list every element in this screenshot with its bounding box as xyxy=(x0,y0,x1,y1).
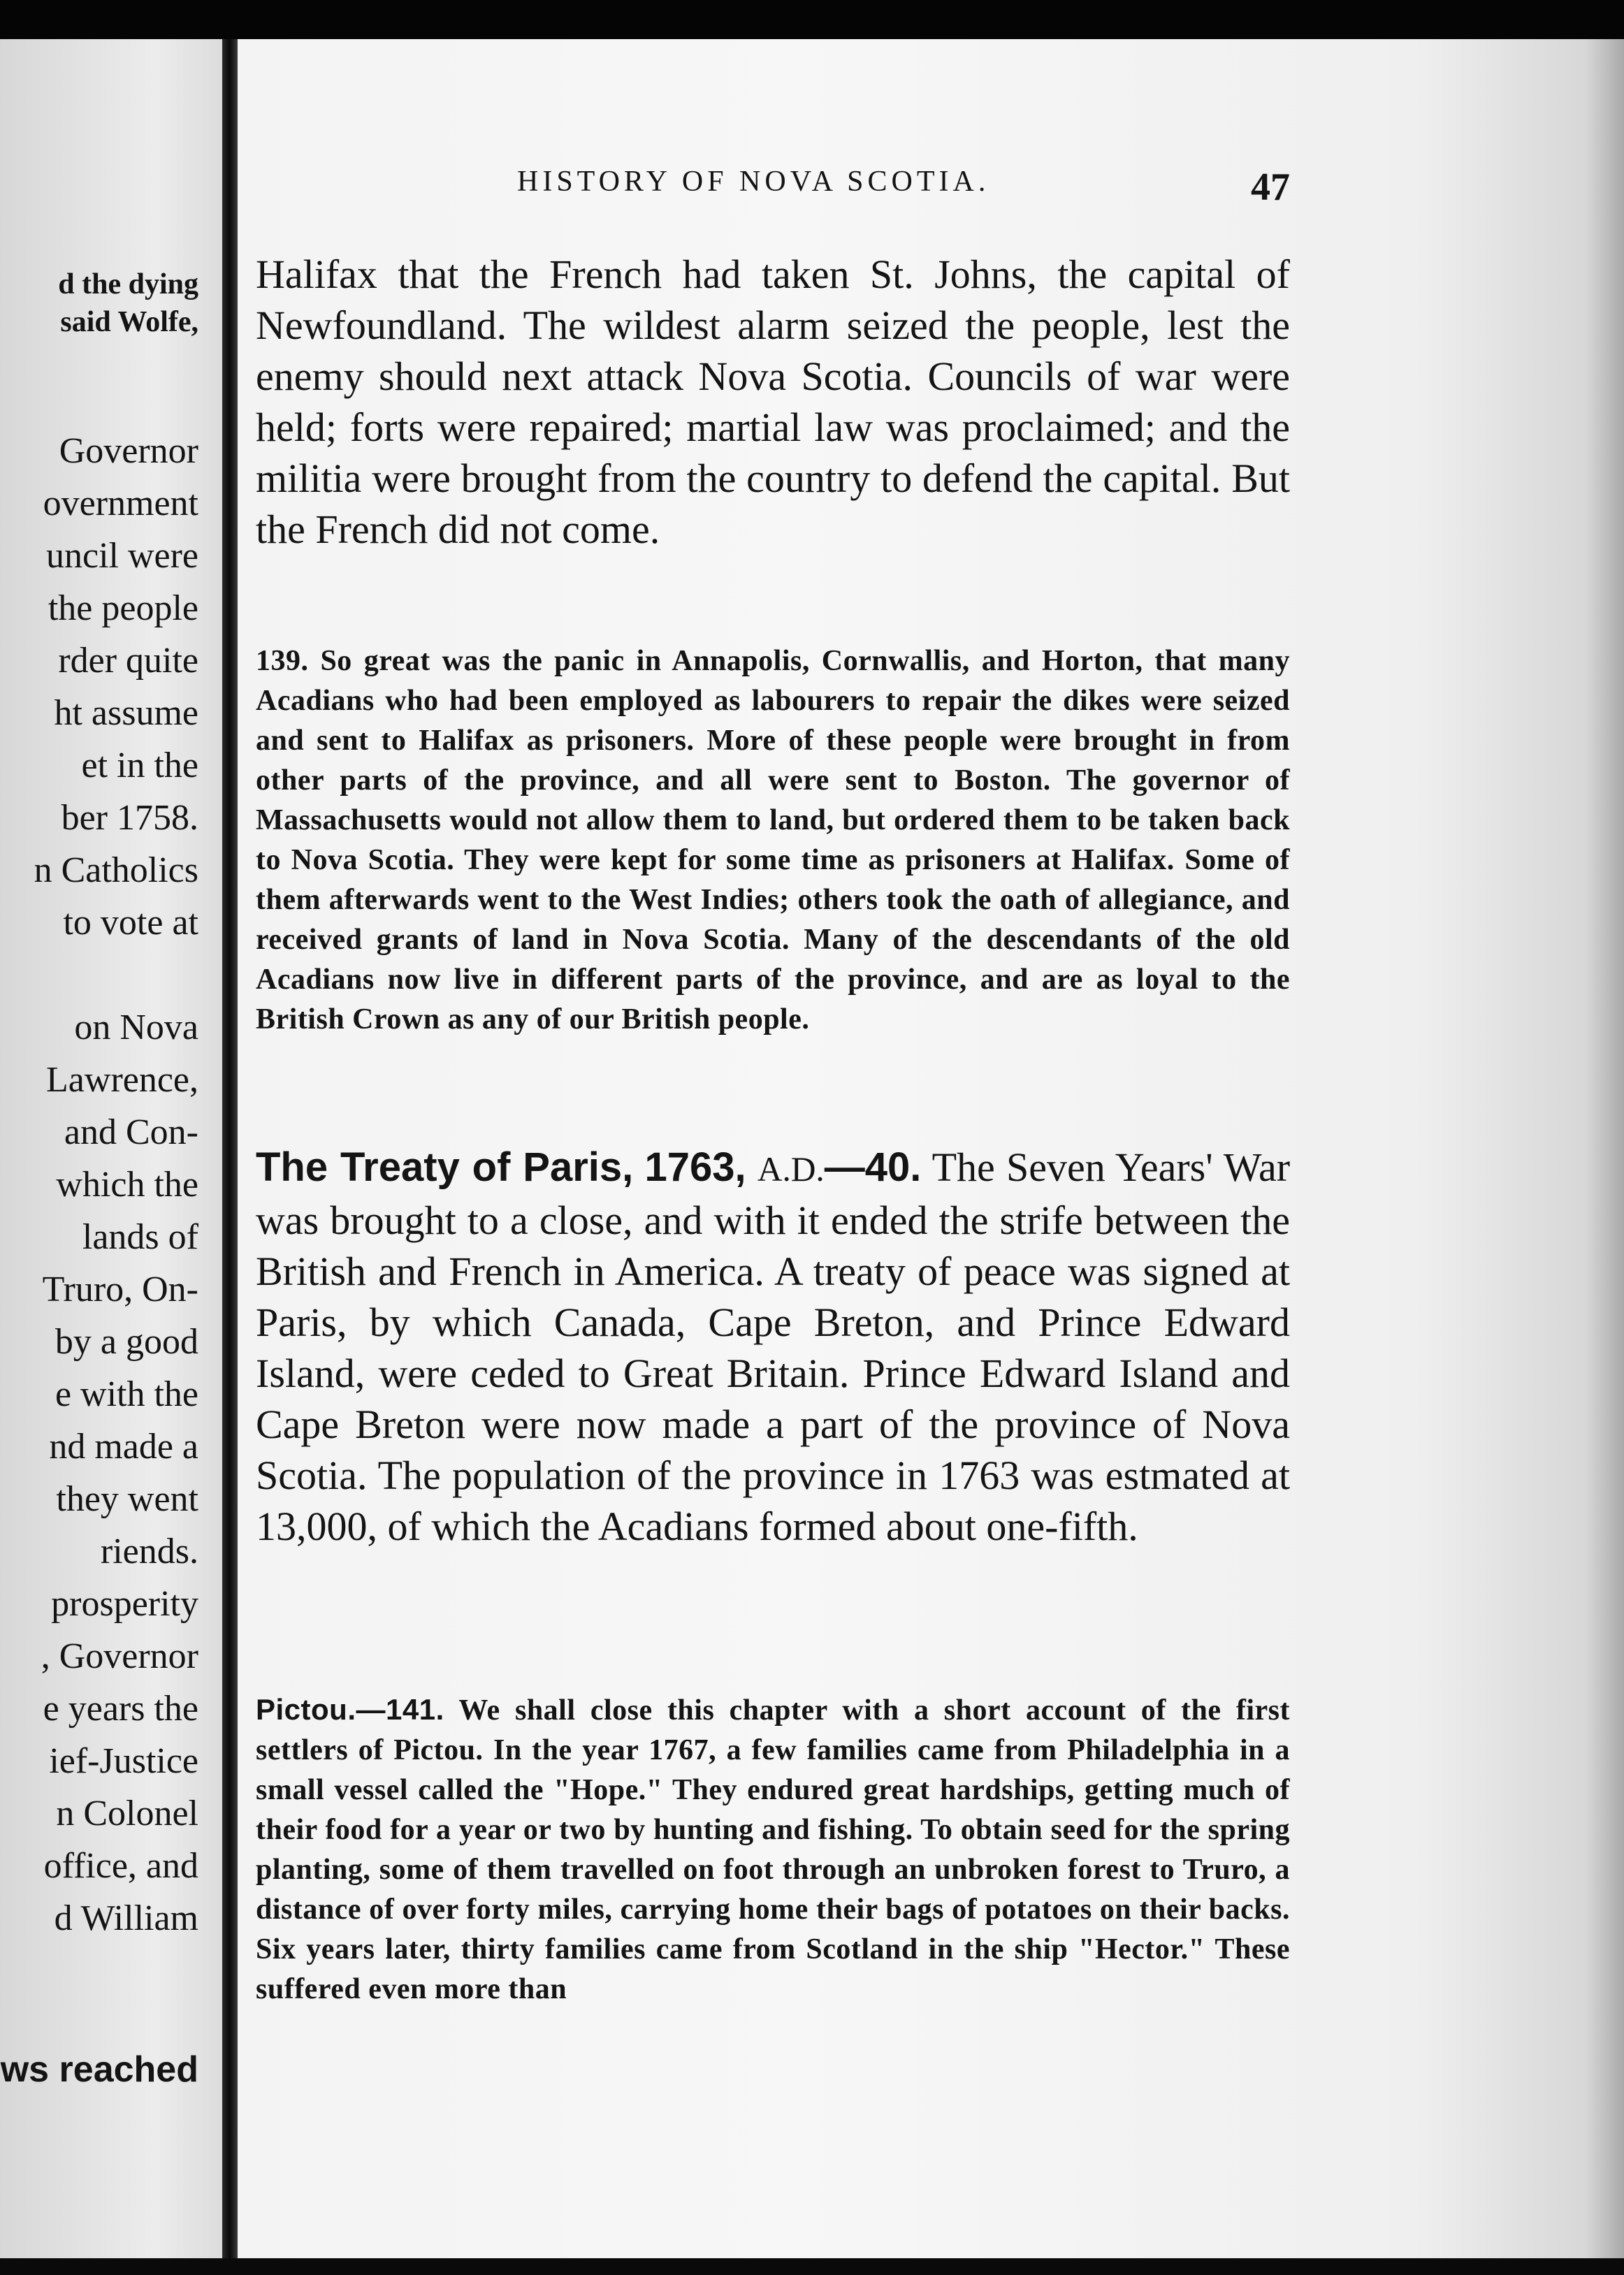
left-line: n Catholics xyxy=(34,850,198,890)
left-line: uncil were xyxy=(45,536,198,576)
section-year: 1763, xyxy=(644,1144,746,1190)
paragraph-body: So great was the panic in Annapolis, Cornwallis, and Horton, that many Acadians who had been employed as labourers to repair the dikes were seized and sent to Halifax as prisoners. More of these people were brought in from other parts of the province, and all were sent to Boston. The governor of Massachusetts would not allow them to land, but ordered them to be taken back to Nova Scotia. They were kept for some time as prisoners at Halifax. Some of them afterwards went to the West Indies; others took the oath of allegiance, and received grants of land in Nova Scotia. Many of the descendants of the old Acadians now live in different parts of the province, and are as loyal to the British Crown as any of our British people. xyxy=(256,645,1291,1035)
paragraph-number: —40. xyxy=(824,1144,922,1190)
left-line: n Colonel xyxy=(56,1794,198,1833)
section-heading: The Treaty of Paris, xyxy=(256,1144,634,1190)
left-line: lands of xyxy=(82,1217,198,1257)
left-line: overnment xyxy=(43,484,198,523)
paragraph-number: —141. xyxy=(356,1693,444,1726)
left-line: on Nova xyxy=(74,1008,198,1047)
page-number: 47 xyxy=(1251,166,1290,209)
paragraph-body: The Seven Years' War was brought to a close, and with it ended the strife between the British and French in America. A treaty of peace was signed at Paris, by which Canada, Cape Breton, and Prince Edward Island, were ceded to Great Britain. Prince Edward Island and Cape Breton were now made a part of the province of Nova Scotia. The population of the province in 1763 was estmated at 13,000, of which the Acadians formed about one-fifth. xyxy=(256,1144,1291,1549)
left-line: rder quite xyxy=(58,641,198,681)
left-line: , Governor xyxy=(41,1636,198,1676)
left-line: the people xyxy=(48,588,198,628)
paragraph-141 xyxy=(256,1689,1290,2009)
left-line: d the dying xyxy=(58,268,198,300)
page-edge-shadow xyxy=(1585,39,1624,2258)
left-page-fragment xyxy=(0,39,222,2258)
left-line: prosperity xyxy=(51,1584,198,1624)
left-line: e years the xyxy=(43,1689,198,1729)
section-era: A.D. xyxy=(757,1150,825,1189)
left-line: ht assume xyxy=(54,693,198,733)
left-line: Truro, On- xyxy=(42,1270,198,1309)
paragraph-number: 139. xyxy=(256,645,309,677)
left-line: ber 1758. xyxy=(61,798,198,838)
left-line: ws reached xyxy=(0,2049,198,2090)
left-line: riends. xyxy=(100,1532,198,1571)
scan-bottom-border xyxy=(0,2258,1624,2275)
running-header: HISTORY OF NOVA SCOTIA. xyxy=(517,166,990,198)
left-line: Lawrence, xyxy=(46,1060,198,1100)
paragraph-body: We shall close this chapter with a short account of the first settlers of Pictou. In the year 1767, a few families came from Philadelphia in a small vessel called the "Hope." They endured great hardships, getting much of their food for a year or two by hunting and fishing. To obtain seed for the spring planting, some of them travelled on foot through an unbroken forest to Truro, a distance of over forty miles, carrying home their bags of potatoes on their backs. Six years later, thirty families came from Scotland in the ship "Hector." These suffered even more than xyxy=(256,1694,1290,2005)
paragraph-140 xyxy=(256,1142,1290,1552)
page-gutter xyxy=(222,39,238,2258)
left-line: nd made a xyxy=(49,1427,198,1467)
left-line: ief-Justice xyxy=(49,1741,198,1781)
left-line: said Wolfe, xyxy=(60,306,198,338)
section-heading: Pictou. xyxy=(256,1693,356,1726)
paragraph-139 xyxy=(256,641,1290,1040)
left-line: they went xyxy=(56,1479,198,1519)
left-line: and Con- xyxy=(64,1112,198,1152)
left-line: to vote at xyxy=(63,903,198,943)
left-line: by a good xyxy=(55,1322,198,1362)
paragraph-continued: Halifax that the French had taken St. Johns, the capital of Newfoundland. The wildest alarm seized the people, lest the enemy should next attack Nova Scotia. Councils of war were held; forts were repaired; martial law was proclaimed; and the militia were brought from the country to defend the capital. But the French did not come. xyxy=(256,252,1290,552)
left-line: which the xyxy=(56,1165,198,1205)
left-line: d William xyxy=(54,1898,198,1938)
left-line: et in the xyxy=(81,746,198,785)
left-line: Governor xyxy=(59,431,198,471)
left-line: office, and xyxy=(43,1846,198,1886)
left-line: e with the xyxy=(55,1374,198,1414)
scan-top-border xyxy=(0,0,1624,39)
